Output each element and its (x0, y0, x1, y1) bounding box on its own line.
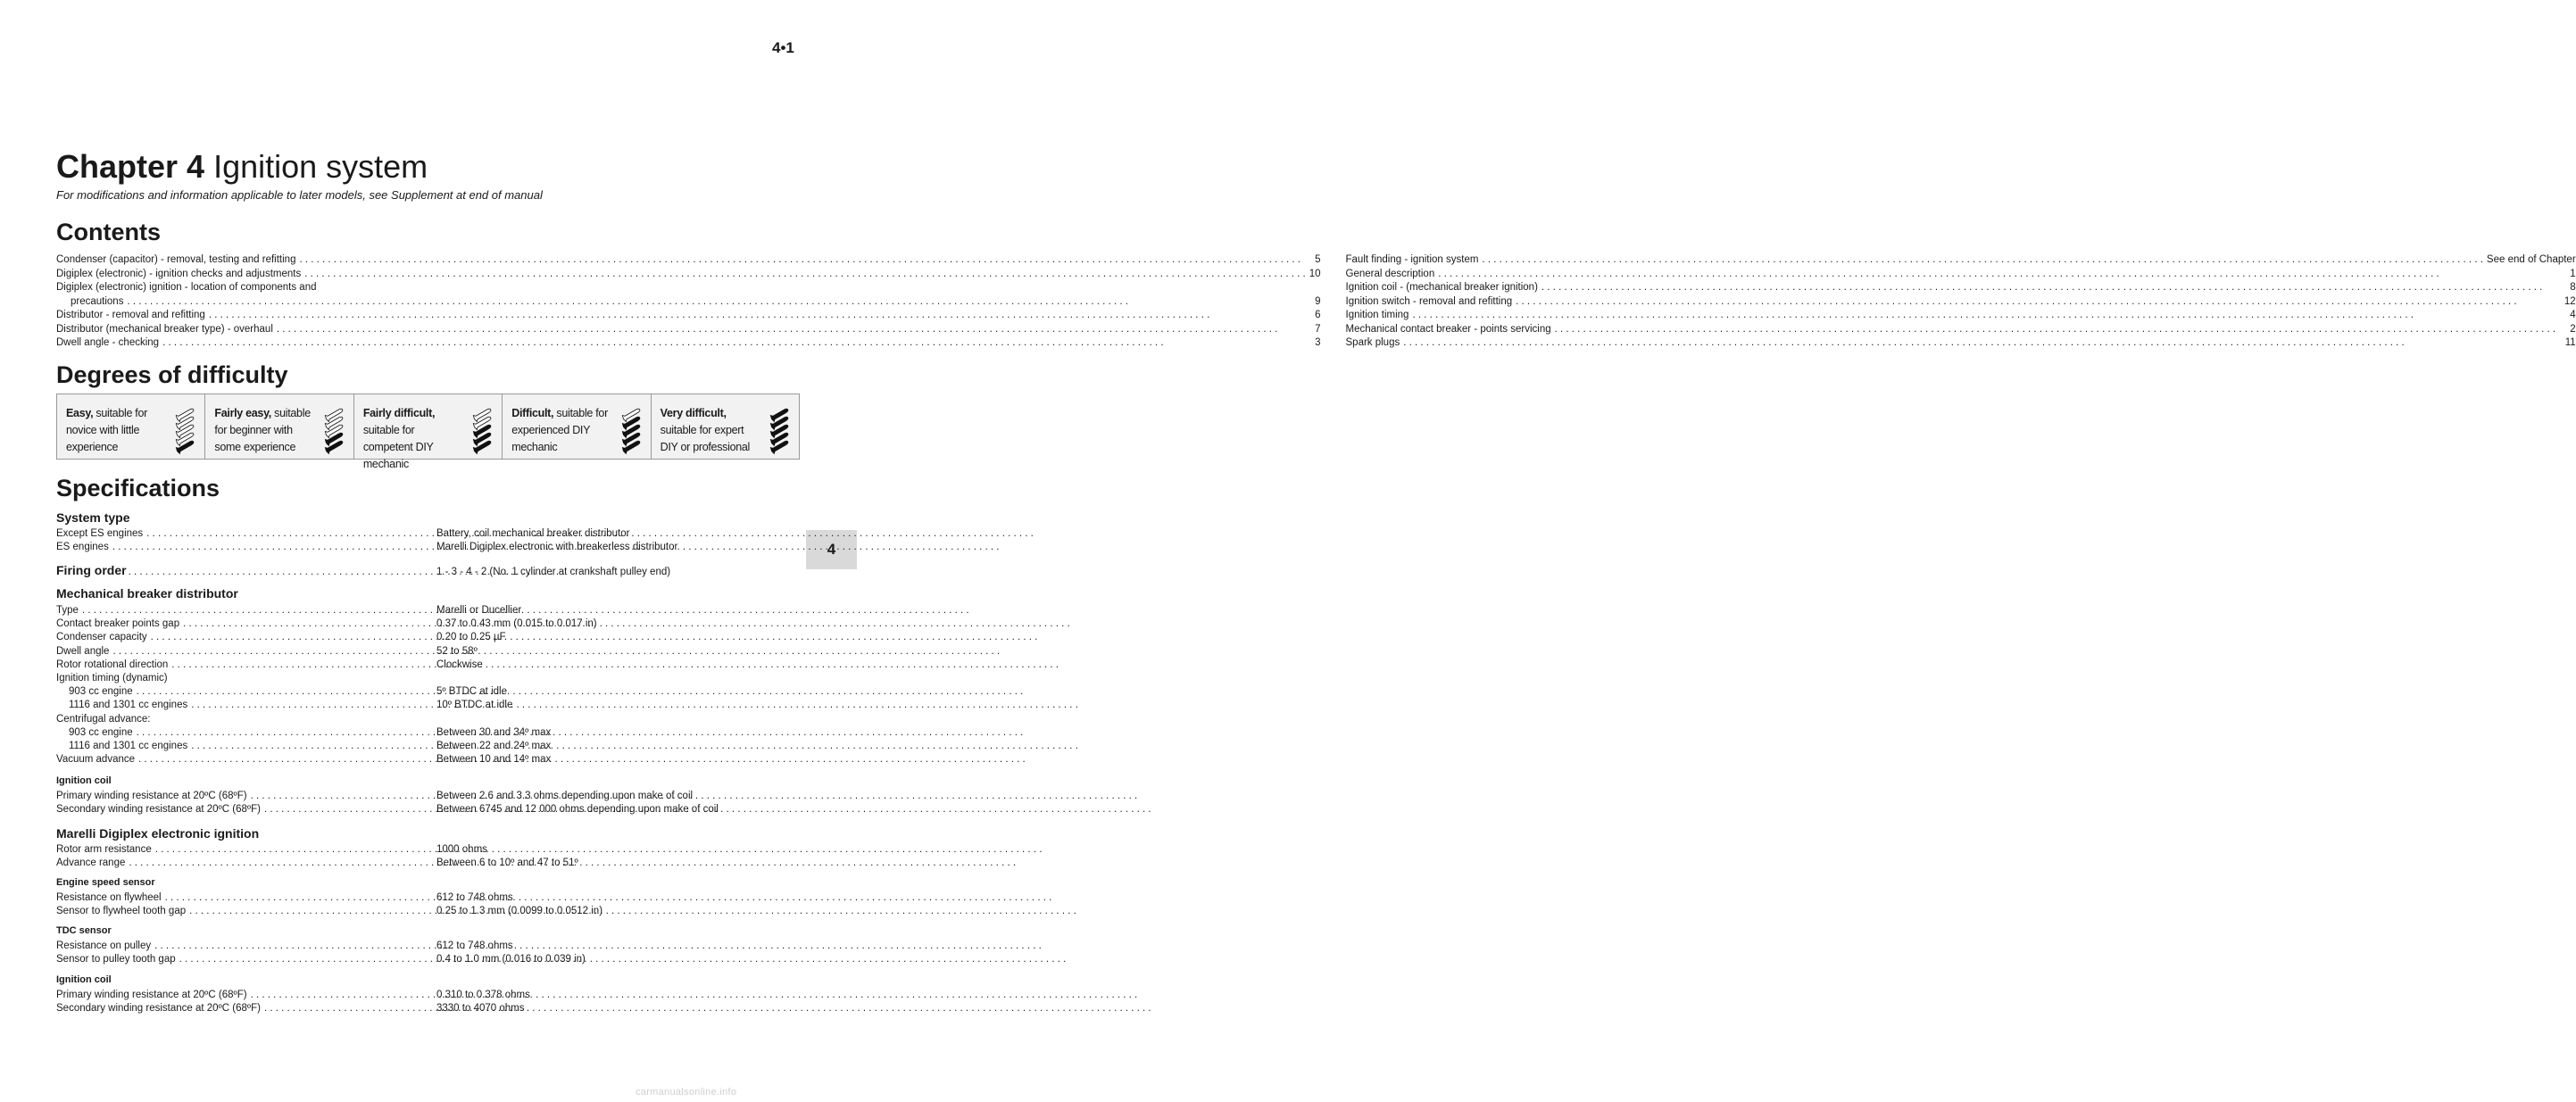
spec-label: Advance range (56, 858, 126, 869)
spec-value: 612 to 748 ohms (436, 940, 513, 951)
firing-order-label: Firing order (56, 563, 127, 577)
leader-dots (154, 713, 422, 726)
spec-label-cell (56, 803, 422, 816)
spec-value: 10º BTDC at idle (436, 700, 513, 711)
contents-entry (56, 268, 1321, 282)
contents-entry (1346, 253, 2576, 268)
difficulty-level (57, 394, 204, 459)
spec-row (56, 645, 800, 659)
difficulty-label (363, 405, 460, 473)
system-type-table (56, 527, 800, 554)
spec-label-cell (56, 617, 422, 631)
tdc-sensor-heading: TDC sensor (56, 925, 112, 936)
spec-label: 903 cc engine (69, 686, 133, 698)
spec-value: Marelli Digiplex electronic with breakerless distributor (436, 542, 678, 553)
spec-label: 1116 and 1301 cc engines (69, 740, 188, 751)
difficulty-label (214, 405, 311, 456)
contents-entry-page: 8 (2570, 282, 2576, 293)
spec-label-cell (56, 953, 422, 966)
spec-value: Battery, coil mechanical breaker distributor (436, 528, 630, 539)
spec-row (56, 790, 800, 803)
spec-label-cell (56, 672, 422, 685)
spec-value: Between 2.6 and 3.3 ohms depending upon make of coil (436, 791, 694, 801)
contents-entry-page: 12 (2564, 295, 2576, 307)
spec-label: Secondary winding resistance at 20ºC (68ºF) (56, 804, 261, 816)
ignition-coil-heading: Ignition coil (56, 775, 112, 786)
difficulty-scale (56, 394, 800, 470)
leader-dots (138, 753, 1026, 766)
contents-entry-text: Ignition switch - removal and refitting (1345, 295, 1513, 307)
leader-dots (151, 631, 1038, 644)
digiplex-heading: Marelli Digiplex electronic ignition (56, 826, 260, 841)
leader-dots (251, 989, 1138, 1002)
difficulty-name: Very difficult, (660, 407, 727, 419)
chapter-name: Ignition system (213, 148, 428, 185)
spec-value: Between 6745 and 12 000 ohms depending upon make of coil (436, 804, 719, 816)
contents-entry-page: 6 (1315, 310, 1321, 320)
leader-dots (162, 336, 1311, 351)
spec-label-cell (56, 843, 422, 857)
spec-value: Between 30 and 34º max (436, 726, 552, 738)
contents-entry (56, 295, 1321, 310)
spec-label-cell (56, 713, 422, 726)
leader-dots (112, 645, 1000, 659)
spec-row (56, 604, 800, 617)
spec-label: Centrifugal advance: (56, 713, 151, 725)
spec-label-cell (56, 726, 422, 740)
difficulty-name: Easy, (66, 407, 94, 419)
spec-value: 5º BTDC at idle (436, 686, 507, 698)
spec-label: Condenser capacity (56, 632, 147, 643)
system-type-heading: System type (56, 510, 130, 525)
spec-label-cell (56, 1002, 422, 1015)
leader-dots (137, 685, 1024, 699)
spec-value: Marelli or Ducellier (436, 605, 522, 616)
contents-entry-page: 11 (2564, 337, 2576, 348)
leader-dots (191, 699, 1078, 712)
spec-row (56, 726, 800, 740)
difficulty-name: Fairly easy, (214, 407, 271, 419)
difficulty-level (353, 394, 502, 470)
leader-dots (1482, 253, 2482, 268)
spec-value: 0.25 to 1.3 mm (0.0099 to 0.0512 in) (436, 906, 603, 917)
leader-dots (304, 268, 1305, 282)
contents-entry-text: Fault finding - ignition system (1345, 254, 1479, 265)
contents-entry-page: 10 (1309, 268, 1321, 279)
leader-dots (155, 843, 1043, 857)
mechanical-breaker-heading: Mechanical breaker distributor (56, 586, 238, 601)
leader-dots (299, 253, 1311, 268)
leader-dots (277, 323, 1311, 337)
engine-speed-sensor-table (56, 891, 800, 918)
contents-entry-page: 4 (2570, 310, 2576, 320)
watermark: carmanualsonline.info (636, 1087, 737, 1098)
contents-entry-text: Ignition timing (1345, 310, 1409, 320)
leader-dots (171, 659, 1059, 672)
leader-dots (1541, 281, 2566, 295)
spec-value: Clockwise (436, 659, 483, 670)
leader-dots (154, 940, 1042, 953)
spec-row (56, 891, 800, 905)
leader-dots (1403, 336, 2561, 351)
leader-dots (209, 309, 1311, 323)
firing-order-row (56, 563, 800, 577)
ignition-coil-digiplex-table (56, 989, 800, 1015)
spec-value: 3330 to 4070 ohms (436, 1003, 525, 1015)
contents-heading: Contents (56, 219, 161, 245)
spec-value: 0.4 to 1.0 mm (0.016 to 0.039 in) (436, 954, 586, 965)
spec-label-cell (56, 740, 422, 753)
spec-row (56, 905, 800, 918)
spec-row (56, 857, 800, 870)
contents-entry (56, 253, 1321, 268)
spec-label-cell (56, 891, 422, 905)
spec-row (56, 843, 800, 857)
spec-label-cell (56, 989, 422, 1002)
difficulty-label (661, 405, 757, 456)
spec-label: Primary winding resistance at 20ºC (68ºF) (56, 791, 247, 801)
spec-row (56, 740, 800, 753)
difficulty-name: Difficult, (511, 407, 554, 419)
contents-entry-text: Distributor - removal and refitting (56, 310, 205, 320)
contents-right-column (1346, 253, 2576, 351)
contents-entry-page: 7 (1315, 323, 1321, 335)
spec-row (56, 672, 800, 685)
spec-row (56, 953, 800, 966)
spec-row (56, 659, 800, 672)
difficulty-label (66, 405, 162, 456)
spec-label: Contact breaker points gap (56, 618, 180, 630)
spec-label-cell (56, 659, 422, 672)
spec-label-cell (56, 790, 422, 803)
spec-row (56, 713, 800, 726)
contents-entry (1346, 323, 2576, 337)
spec-row (56, 940, 800, 953)
digiplex-table (56, 843, 800, 870)
spec-label-cell (56, 857, 422, 870)
ignition-coil-table (56, 790, 800, 816)
spec-label: Type (56, 605, 79, 616)
contents-entry-text: Ignition coil - (mechanical breaker ignition) (1345, 282, 1538, 293)
leader-dots (127, 295, 1311, 310)
difficulty-name: Fairly difficult, (362, 407, 436, 419)
difficulty-heading: Degrees of difficulty (56, 361, 288, 388)
difficulty-description: suitable for novice with little experience (66, 407, 147, 453)
contents-entry-page: See end of Chapter (2486, 254, 2576, 265)
spec-label: 1116 and 1301 cc engines (69, 700, 188, 711)
wrench-rating-icon (473, 405, 493, 452)
leader-dots (1516, 295, 2561, 310)
leader-dots (191, 740, 1078, 753)
spec-label: Secondary winding resistance at 20ºC (68ºF) (56, 1003, 261, 1015)
chapter-title (56, 148, 428, 186)
spec-label-cell (56, 940, 422, 953)
page-number: 4•1 (772, 39, 794, 56)
contents-entry (56, 323, 1321, 337)
spec-label: Vacuum advance (56, 754, 136, 766)
spec-label: Ignition timing (dynamic) (56, 672, 168, 684)
difficulty-description: suitable for competent DIY mechanic (362, 424, 434, 470)
contents-entry-text: Digiplex (electronic) ignition - location of components and (56, 282, 317, 293)
spec-label-cell (56, 753, 422, 766)
difficulty-description: suitable for beginner with some experience (214, 407, 311, 453)
spec-label-cell (56, 604, 422, 617)
spec-row (56, 685, 800, 699)
spec-row (56, 989, 800, 1002)
spec-row (56, 541, 800, 554)
contents-entry (1346, 336, 2576, 351)
contents-entry-text: precautions (71, 295, 124, 307)
spec-label: Sensor to pulley tooth gap (56, 954, 176, 965)
leader-dots (82, 604, 969, 617)
difficulty-label (511, 405, 608, 456)
spec-label: Except ES engines (56, 528, 144, 539)
spec-value: 52 to 58º (436, 645, 478, 657)
difficulty-level (502, 394, 650, 459)
contents-entry (56, 309, 1321, 323)
spec-label-cell (56, 631, 422, 644)
spec-label: Resistance on flywheel (56, 892, 162, 903)
spec-row (56, 631, 800, 644)
tdc-sensor-table (56, 940, 800, 966)
contents-entry (56, 336, 1321, 351)
spec-label-cell (56, 905, 422, 918)
spec-label: Sensor to flywheel tooth gap (56, 906, 187, 917)
contents-entry-text: Distributor (mechanical breaker type) - overhaul (56, 323, 273, 335)
chapter-side-tab: 4 (806, 530, 857, 569)
difficulty-description: suitable for experienced DIY mechanic (511, 407, 608, 453)
contents-entry (1346, 309, 2576, 323)
spec-label: 903 cc engine (69, 726, 133, 738)
spec-value: 612 to 748 ohms (436, 892, 513, 903)
specifications-heading: Specifications (56, 475, 220, 501)
wrench-rating-icon (770, 405, 790, 452)
spec-label-cell (56, 699, 422, 712)
contents-entry (1346, 295, 2576, 310)
leader-dots (179, 953, 1067, 966)
leader-dots (1412, 309, 2566, 323)
chapter-number: Chapter 4 (56, 148, 205, 185)
contents-entry-text: Spark plugs (1345, 337, 1400, 348)
spec-value: 0.310 to 0.378 ohms (436, 990, 530, 1000)
spec-row (56, 699, 800, 712)
contents-entry-text: Mechanical contact breaker - points servicing (1345, 323, 1551, 335)
contents-entry (1346, 268, 2576, 282)
contents-entry-text: Digiplex (electronic) - ignition checks and adjustments (56, 268, 302, 279)
leader-dots (1438, 268, 2566, 282)
leader-dots (165, 891, 1052, 905)
contents-entry-page: 9 (1315, 295, 1321, 307)
spec-value: 0.37 to 0.43 mm (0.015 to 0.017 in) (436, 618, 597, 630)
contents-entry-text: Dwell angle - checking (56, 337, 160, 348)
leader-dots (251, 790, 1138, 803)
spec-value: Between 6 to 10º and 47 to 51º (436, 858, 578, 869)
engine-speed-sensor-heading: Engine speed sensor (56, 877, 155, 888)
contents-entry-page: 3 (1315, 337, 1321, 348)
spec-label: Resistance on pulley (56, 940, 152, 951)
spec-label-cell (56, 541, 422, 554)
contents-entry (1346, 281, 2576, 295)
wrench-rating-icon (622, 405, 642, 452)
leader-dots (189, 905, 1076, 918)
firing-order-value: 1 - 3 - 4 - 2 (No. 1 cylinder at crankshaft pulley end) (436, 567, 671, 577)
contents-entry-page: 1 (2570, 268, 2576, 279)
spec-value: Between 22 and 24º max (436, 740, 552, 751)
spec-row (56, 617, 800, 631)
spec-value: 0.20 to 0.25 µF (436, 632, 506, 643)
chapter-subtitle: For modifications and information applicable to later models, see Supplement at end of manual (56, 188, 543, 202)
wrench-rating-icon (325, 405, 345, 452)
difficulty-description: suitable for expert DIY or professional (660, 424, 750, 453)
contents-left-column (56, 253, 1321, 351)
contents-entry-page: 5 (1315, 254, 1321, 265)
contents-entry-text: Condenser (capacitor) - removal, testing and refitting (56, 254, 296, 265)
mechanical-breaker-table (56, 604, 800, 766)
contents-entry-page: 2 (2570, 323, 2576, 335)
spec-row (56, 803, 800, 816)
ignition-coil-digiplex-heading: Ignition coil (56, 974, 112, 985)
spec-label-cell (56, 685, 422, 699)
contents-list (56, 253, 2576, 351)
spec-value: Between 10 and 14º max (436, 754, 552, 766)
spec-row (56, 753, 800, 766)
spec-label: Rotor rotational direction (56, 659, 169, 670)
difficulty-level (204, 394, 353, 459)
spec-label: Primary winding resistance at 20ºC (68ºF) (56, 990, 247, 1000)
spec-label: ES engines (56, 542, 109, 553)
leader-dots (137, 726, 1024, 740)
spec-label: Dwell angle (56, 645, 110, 657)
spec-label-cell (56, 527, 422, 541)
leader-dots (183, 617, 1070, 631)
leader-dots (1555, 323, 2567, 337)
spec-label-cell (56, 645, 422, 659)
leader-dots (171, 672, 422, 685)
wrench-rating-icon (176, 405, 195, 452)
leader-dots (264, 1002, 1151, 1015)
contents-entry-text: General description (1345, 268, 1435, 279)
spec-row (56, 1002, 800, 1015)
difficulty-level (651, 394, 799, 459)
spec-label: Rotor arm resistance (56, 844, 152, 855)
spec-row (56, 527, 800, 541)
spec-value: 1000 ohms (436, 844, 487, 855)
